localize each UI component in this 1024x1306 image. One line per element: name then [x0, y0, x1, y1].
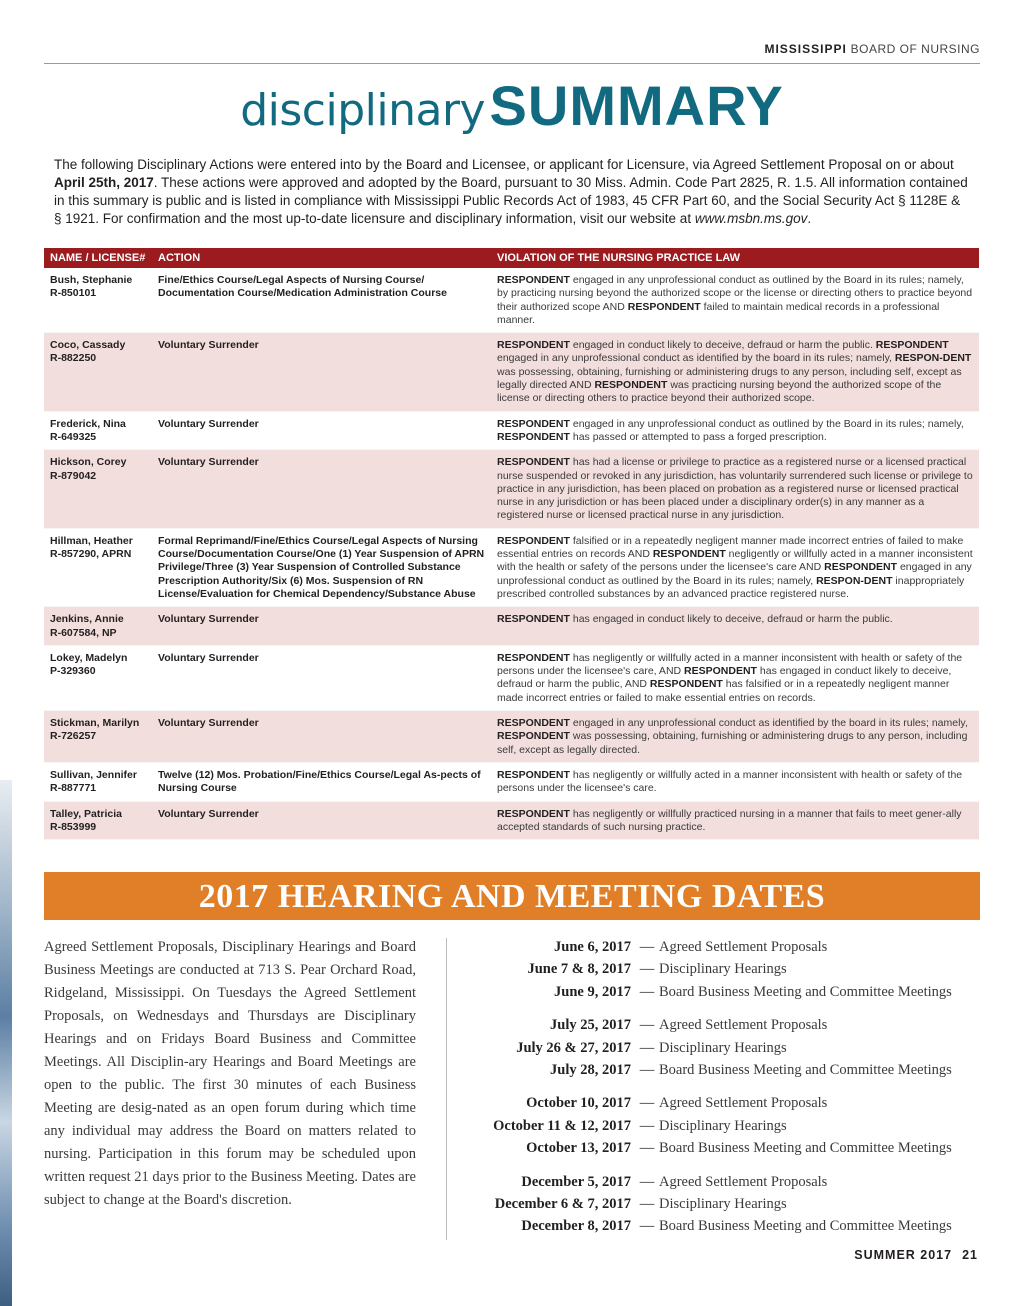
- respondent-term: RESPONDENT: [497, 274, 570, 286]
- respondent-term: RESPONDENT: [497, 417, 570, 430]
- respondent-term: RESPONDENT: [497, 730, 570, 743]
- row-action: Voluntary Surrender: [158, 651, 259, 664]
- licensee-name: Hickson, Corey: [50, 456, 127, 469]
- date-entry: [450, 1092, 990, 1114]
- licensee-name: Jenkins, Annie: [50, 613, 124, 626]
- violation-text: falsified or in a repeatedly negligent manner made incorrect entries of failed to make essential entries on records AND: [497, 534, 964, 561]
- running-header: [44, 42, 980, 64]
- violation-text: engaged in any unprofessional conduct as identified by the board in its rules; namely,: [569, 717, 968, 730]
- title-light: disciplinary: [240, 85, 486, 136]
- date-entry: [450, 958, 990, 980]
- date-group: [450, 936, 990, 1003]
- license-number: R-857290, APRN: [50, 548, 132, 561]
- header-org-bold: MISSISSIPPI: [764, 42, 847, 56]
- meeting-type: Board Business Meeting and Committee Meetings: [659, 1218, 952, 1235]
- column-divider: [446, 938, 447, 1240]
- license-number: R-879042: [50, 469, 97, 482]
- row-violation: [489, 339, 979, 405]
- em-dash: —: [639, 1061, 655, 1078]
- violation-text: engaged in any unprofessional conduct as outlined by the Board in its rules; namely,: [497, 561, 972, 587]
- license-number: R-853999: [50, 820, 97, 833]
- date-group: [450, 1092, 990, 1159]
- violation-text: has negligently or willfully practiced nursing in a manner that fails to meet gener-ally accepted standards of such nursing practice.: [497, 807, 962, 833]
- row-violation: [489, 717, 979, 757]
- meeting-type: Agreed Settlement Proposals: [659, 1017, 828, 1034]
- intro-text-2: . These actions were approved and adopted by the Board, pursuant to 30 Miss. Admin. Code Part 2825, R. 1.5. All information contained in this summary is public and is listed in compliance with Mississippi Public Records Act of 1983, 45 CFR Part 60, and the Social Security Act § 1128E & § 1921. For confirmation and the most up-to-date licensure and disciplinary information, visit our website at: [54, 175, 968, 226]
- meeting-date: October 13, 2017: [526, 1140, 631, 1157]
- row-action: Voluntary Surrender: [158, 807, 259, 820]
- row-action: Formal Reprimand/Fine/Ethics Course/Legal Aspects of Nursing Course/Documentation Course/One (1) Year Suspension of APRN Privilege/Three (3) Year Suspension of Controlled Substance Prescription Authority/Six (6) Mos. Suspension of RN License/Evaluation for Chemical Dependency/Substance Abuse: [158, 534, 485, 600]
- licensee-name: Lokey, Madelyn: [50, 651, 128, 664]
- respondent-term: RESPONDENT: [497, 430, 570, 443]
- em-dash: —: [639, 1140, 655, 1157]
- title-bold: SUMMARY: [489, 74, 784, 137]
- header-violation: VIOLATION OF THE NURSING PRACTICE LAW: [497, 252, 741, 264]
- table-row: [44, 268, 979, 333]
- row-name-license: [44, 652, 152, 705]
- license-number: P-329360: [50, 665, 96, 678]
- row-violation: [489, 613, 979, 640]
- em-dash: —: [639, 1017, 655, 1034]
- violation-text: was possessing, obtaining, furnishing or administering drugs to any person, including self, except as legally directed.: [497, 730, 968, 756]
- respondent-term: RESPONDENT: [497, 807, 570, 820]
- meeting-date: June 6, 2017: [554, 939, 631, 955]
- respondent-term: RESPON-DENT: [894, 352, 972, 365]
- intro-paragraph: [54, 156, 968, 228]
- table-row: [44, 607, 979, 646]
- violation-text: has negligently or willfully acted in a manner inconsistent with health or safety of the persons under the licensee's care, AND: [497, 651, 963, 678]
- licensee-name: Stickman, Marilyn: [50, 717, 140, 730]
- em-dash: —: [639, 1117, 655, 1134]
- license-number: R-887771: [50, 782, 97, 795]
- em-dash: —: [639, 939, 655, 955]
- em-dash: —: [639, 1218, 655, 1235]
- row-action: Voluntary Surrender: [158, 456, 259, 469]
- license-number: R-607584, NP: [50, 626, 117, 639]
- meeting-date: July 28, 2017: [550, 1061, 631, 1078]
- date-entry: [450, 981, 990, 1003]
- date-group: [450, 1171, 990, 1238]
- respondent-term: RESPONDENT: [497, 456, 570, 469]
- meeting-date: October 10, 2017: [526, 1095, 631, 1112]
- row-action: Twelve (12) Mos. Probation/Fine/Ethics Course/Legal As-pects of Nursing Course: [158, 768, 481, 795]
- date-entry: [450, 936, 990, 958]
- page-title: [0, 74, 1024, 137]
- row-violation: [489, 808, 979, 835]
- respondent-term: RESPONDENT: [497, 339, 570, 352]
- respondent-term: RESPONDENT: [497, 768, 570, 781]
- violation-text: has falsified or in a repeatedly negligent manner made incorrect entries or failed to make essential entries on records.: [497, 678, 950, 704]
- meeting-type: Disciplinary Hearings: [659, 1117, 787, 1134]
- row-violation: [489, 535, 979, 601]
- violation-text: was practicing nursing beyond the authorized scope of the license or directing others to practice beyond their authorized scope.: [497, 379, 942, 405]
- meeting-type: Disciplinary Hearings: [659, 961, 787, 978]
- table-row: [44, 711, 979, 763]
- violation-text: was possessing, obtaining, furnishing or administering drugs to any person, including self, except as legally directed AND: [497, 365, 962, 392]
- license-number: R-882250: [50, 352, 97, 365]
- respondent-term: RESPONDENT: [594, 379, 668, 392]
- respondent-term: RESPONDENT: [649, 678, 723, 691]
- respondent-term: RESPONDENT: [824, 561, 898, 574]
- row-violation: [489, 418, 979, 445]
- licensee-name: Bush, Stephanie: [50, 274, 133, 286]
- date-entry: [450, 1215, 990, 1237]
- table-row: [44, 450, 979, 528]
- respondent-term: RESPONDENT: [627, 300, 701, 313]
- meeting-type: Board Business Meeting and Committee Meetings: [659, 1061, 952, 1078]
- meeting-date: December 6 & 7, 2017: [494, 1195, 631, 1212]
- table-header: [44, 248, 979, 268]
- hearing-dates-banner: 2017 HEARING AND MEETING DATES: [44, 872, 980, 920]
- table-row: [44, 529, 979, 607]
- meeting-type: Agreed Settlement Proposals: [659, 1095, 828, 1112]
- respondent-term: RESPONDENT: [875, 339, 949, 352]
- meeting-date: June 7 & 8, 2017: [527, 961, 631, 978]
- row-action: Voluntary Surrender: [158, 339, 259, 352]
- meeting-date: July 25, 2017: [550, 1017, 631, 1034]
- em-dash: —: [639, 961, 655, 978]
- hearing-info-paragraph: Agreed Settlement Proposals, Disciplinary Hearings and Board Business Meetings are conducted at 713 S. Pear Orchard Road, Ridgeland, Mississippi. On Tuesdays the Agreed Settlement Proposals, on Wednesdays and Thursdays are Disciplinary Hearings and on Fridays Board Business and Committee Meetings. All Disciplin-ary Hearings and Board Meetings are open to the public. The first 30 minutes of each Business Meeting are desig-nated as an open forum during which time any individual may address the Board on matters related to nursing. Participation in this forum may be scheduled upon written request 21 days prior to the Business Meeting. Dates are subject to change at the Board's discretion.: [44, 939, 416, 1208]
- row-violation: [489, 769, 979, 796]
- respondent-term: RESPONDENT: [497, 717, 570, 730]
- violation-text: engaged in any unprofessional conduct as outlined by the Board in its rules; namely, by practicing nursing beyond the authorized scope or the license or directing others to practice beyond their authorized scope AND: [497, 274, 973, 313]
- row-name-license: [44, 418, 152, 445]
- date-entry: [450, 1037, 990, 1059]
- table-row: [44, 763, 979, 802]
- row-violation: [489, 274, 979, 327]
- violation-text: negligently or willfully acted in a manner inconsistent with the health or safety of the persons under the licensee's care AND: [497, 548, 973, 574]
- violation-text: engaged in any unprofessional conduct as outlined by the Board in its rules; namely,: [569, 417, 964, 430]
- violation-text: has negligently or willfully acted in a manner inconsistent with health or safety of the persons under the licensee's care.: [497, 768, 963, 795]
- row-name-license: [44, 535, 152, 601]
- issue-label: SUMMER 2017: [854, 1248, 953, 1262]
- respondent-term: RESPONDENT: [684, 665, 757, 678]
- em-dash: —: [639, 1173, 655, 1190]
- em-dash: —: [639, 1195, 655, 1212]
- row-name-license: [44, 717, 152, 757]
- row-action: Voluntary Surrender: [158, 613, 259, 626]
- date-entry: [450, 1171, 990, 1193]
- header-action: ACTION: [158, 252, 201, 264]
- side-photo-edge: [0, 780, 12, 1306]
- date-entry: [450, 1115, 990, 1137]
- meeting-type: Board Business Meeting and Committee Meetings: [659, 983, 952, 1000]
- meeting-date: June 9, 2017: [554, 983, 631, 1000]
- table-row: [44, 646, 979, 711]
- table-body: [44, 268, 979, 840]
- row-name-license: [44, 769, 152, 796]
- row-violation: [489, 652, 979, 705]
- page-footer: [854, 1248, 978, 1262]
- respondent-term: RESPONDENT: [497, 651, 570, 664]
- row-action: Voluntary Surrender: [158, 717, 259, 730]
- licensee-name: Sullivan, Jennifer: [50, 768, 137, 781]
- violation-text: inappropriately prescribed controlled substances by an advanced practice registered nurse.: [497, 574, 965, 600]
- licensee-name: Hillman, Heather: [50, 534, 133, 547]
- violation-text: has engaged in conduct likely to deceive, defraud or harm the public, AND: [497, 665, 952, 691]
- date-entry: [450, 1137, 990, 1159]
- meeting-date: December 8, 2017: [521, 1218, 631, 1235]
- meeting-type: Agreed Settlement Proposals: [659, 939, 828, 955]
- table-row: [44, 412, 979, 451]
- intro-end: .: [807, 211, 812, 226]
- meeting-date: December 5, 2017: [521, 1173, 631, 1190]
- website-link[interactable]: www.msbn.ms.gov: [694, 211, 808, 226]
- license-number: R-850101: [50, 287, 97, 300]
- date-entry: [450, 1014, 990, 1036]
- violation-text: failed to maintain medical records in a professional manner.: [497, 300, 940, 326]
- meeting-type: Disciplinary Hearings: [659, 1039, 787, 1056]
- violation-text: has engaged in conduct likely to deceive, defraud or harm the public.: [569, 613, 893, 626]
- meeting-type: Disciplinary Hearings: [659, 1195, 787, 1212]
- respondent-term: RESPONDENT: [497, 613, 570, 626]
- table-row: [44, 802, 979, 841]
- meeting-type: Board Business Meeting and Committee Meetings: [659, 1140, 952, 1157]
- respondent-term: RESPON-DENT: [816, 574, 893, 587]
- date-group: [450, 1014, 990, 1081]
- meeting-dates-list: [450, 936, 990, 1249]
- em-dash: —: [639, 983, 655, 1000]
- header-org-rest: BOARD OF NURSING: [850, 42, 980, 56]
- license-number: R-726257: [50, 730, 97, 743]
- licensee-name: Coco, Cassady: [50, 339, 126, 352]
- header-name-license: NAME / LICENSE#: [50, 252, 146, 264]
- violation-text: engaged in any unprofessional conduct as identified by the board in its rules; namely,: [497, 352, 895, 365]
- respondent-term: RESPONDENT: [497, 534, 570, 547]
- row-name-license: [44, 613, 152, 640]
- licensee-name: Talley, Patricia: [50, 807, 122, 820]
- licensee-name: Frederick, Nina: [50, 417, 126, 430]
- row-name-license: [44, 456, 152, 522]
- disciplinary-table: [44, 248, 979, 840]
- row-name-license: [44, 274, 152, 327]
- violation-text: has passed or attempted to pass a forged prescription.: [569, 430, 827, 443]
- meeting-type: Agreed Settlement Proposals: [659, 1173, 828, 1190]
- respondent-term: RESPONDENT: [652, 548, 726, 561]
- violation-text: engaged in conduct likely to deceive, defraud or harm the public.: [569, 339, 876, 352]
- meeting-date: July 26 & 27, 2017: [516, 1039, 631, 1056]
- license-number: R-649325: [50, 430, 97, 443]
- row-violation: [489, 456, 979, 522]
- row-action: Voluntary Surrender: [158, 417, 259, 430]
- violation-text: has had a license or privilege to practice as a registered nurse or a licensed practical nurse suspended or revoked in any jurisdiction, has voluntarily surrendered such license or privilege to practice in any jurisdiction, has been placed on probation as a registered nurse or licensed practical nurse in any jurisdiction or has been placed under a disciplinary order(s) in any manner as a registered nurse or licensed practical nurse in any jurisdiction.: [497, 456, 973, 522]
- page-number: 21: [962, 1248, 978, 1262]
- meeting-date: October 11 & 12, 2017: [493, 1117, 631, 1134]
- intro-text-1: The following Disciplinary Actions were entered into by the Board and Licensee, or applicant for Licensure, via Agreed Settlement Proposal on or about: [54, 157, 954, 172]
- row-action: Fine/Ethics Course/Legal Aspects of Nursing Course/ Documentation Course/Medication Administration Course: [158, 274, 447, 300]
- em-dash: —: [639, 1095, 655, 1112]
- table-row: [44, 333, 979, 411]
- em-dash: —: [639, 1039, 655, 1056]
- date-entry: [450, 1059, 990, 1081]
- intro-date: April 25th, 2017: [54, 175, 154, 190]
- date-entry: [450, 1193, 990, 1215]
- row-name-license: [44, 339, 152, 405]
- row-name-license: [44, 808, 152, 835]
